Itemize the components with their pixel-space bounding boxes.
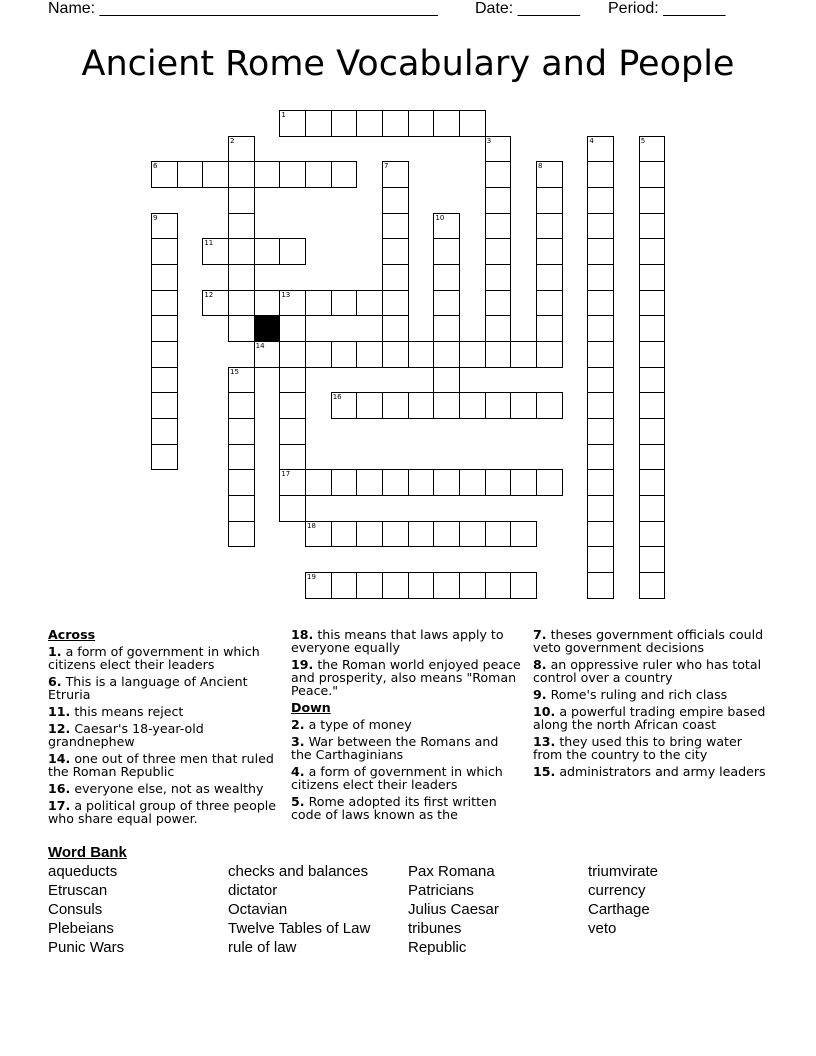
- crossword-cell[interactable]: [408, 521, 435, 548]
- crossword-cell[interactable]: [408, 341, 435, 368]
- crossword-cell[interactable]: [485, 315, 512, 342]
- clue-number: 19: [307, 573, 316, 582]
- crossword-cell[interactable]: [433, 213, 460, 240]
- crossword-cell[interactable]: [536, 187, 563, 214]
- crossword-cell[interactable]: [382, 238, 409, 265]
- clue-down-15: 15. administrators and army leaders: [533, 764, 766, 779]
- crossword-cell[interactable]: [202, 238, 229, 265]
- clue-number: 2: [230, 136, 235, 145]
- crossword-cell[interactable]: [433, 110, 460, 137]
- crossword-cell[interactable]: [433, 341, 460, 368]
- crossword-cell[interactable]: [228, 290, 255, 317]
- crossword-cell[interactable]: [536, 290, 563, 317]
- crossword-cell[interactable]: [433, 315, 460, 342]
- crossword-cell[interactable]: [587, 546, 614, 573]
- crossword-cell[interactable]: [228, 495, 255, 522]
- crossword-cell[interactable]: [433, 521, 460, 548]
- page-title: Ancient Rome Vocabulary and People: [81, 44, 735, 84]
- crossword-cell[interactable]: [485, 264, 512, 291]
- crossword-cell[interactable]: [485, 392, 512, 419]
- crossword-cell[interactable]: [151, 444, 178, 471]
- crossword-cell[interactable]: [382, 341, 409, 368]
- crossword-cell[interactable]: [408, 392, 435, 419]
- crossword-cell[interactable]: [433, 367, 460, 394]
- crossword-cell[interactable]: [151, 367, 178, 394]
- crossword-cell[interactable]: [408, 110, 435, 137]
- crossword-cell[interactable]: [587, 187, 614, 214]
- crossword-cell[interactable]: [382, 392, 409, 419]
- clue-number: 6: [153, 162, 158, 171]
- clue-across-18: 18. this means that laws apply to everyone equally: [291, 627, 504, 655]
- crossword-cell[interactable]: [639, 418, 666, 445]
- crossword-cell[interactable]: [382, 521, 409, 548]
- word-bank-title: Word Bank: [48, 844, 127, 861]
- crossword-cell[interactable]: [382, 213, 409, 240]
- crossword-cell[interactable]: [151, 341, 178, 368]
- crossword-cell[interactable]: [279, 161, 306, 188]
- crossword-cell[interactable]: [228, 213, 255, 240]
- crossword-cell[interactable]: [485, 136, 512, 163]
- crossword-cell[interactable]: [639, 315, 666, 342]
- clue-down-3: 3. War between the Romans and the Carthaginians: [291, 734, 499, 762]
- crossword-cell[interactable]: [331, 521, 358, 548]
- date-field-label[interactable]: Date: _______: [475, 0, 580, 17]
- crossword-cell[interactable]: [433, 264, 460, 291]
- word-bank-item: triumvirate: [588, 863, 659, 880]
- crossword-cell[interactable]: [279, 418, 306, 445]
- crossword-cell[interactable]: [536, 469, 563, 496]
- clue-down-5: 5. Rome adopted its first written code of laws known as the: [291, 794, 497, 822]
- clue-across-19: 19. the Roman world enjoyed peace and prosperity, also means "Roman Peace.": [291, 657, 521, 698]
- clue-number: 10: [435, 213, 445, 222]
- clue-number: 18: [307, 521, 316, 530]
- clue-number: 17: [281, 470, 291, 479]
- crossword-cell[interactable]: [587, 341, 614, 368]
- crossword-cell[interactable]: [459, 469, 486, 496]
- crossword-cell[interactable]: [639, 341, 666, 368]
- crossword-cell[interactable]: [587, 444, 614, 471]
- crossword-cell[interactable]: [459, 341, 486, 368]
- clue-number: 14: [255, 342, 265, 351]
- crossword-cell[interactable]: [382, 315, 409, 342]
- crossword-cell[interactable]: [587, 161, 614, 188]
- crossword-cell[interactable]: [587, 367, 614, 394]
- crossword-cell[interactable]: [536, 213, 563, 240]
- crossword-cell[interactable]: [639, 367, 666, 394]
- crossword-cell[interactable]: [639, 161, 666, 188]
- crossword-cell[interactable]: [254, 161, 281, 188]
- clue-down-10: 10. a powerful trading empire based along the north African coast: [533, 704, 766, 732]
- crossword-cell[interactable]: [331, 110, 358, 137]
- crossword-cell[interactable]: [228, 264, 255, 291]
- crossword-cell[interactable]: [279, 315, 306, 342]
- crossword-cell[interactable]: [305, 572, 332, 599]
- crossword-cell[interactable]: [510, 341, 537, 368]
- crossword-cell[interactable]: [587, 392, 614, 419]
- word-bank-item: Etruscan: [48, 882, 108, 899]
- crossword-black-cell: [254, 315, 281, 342]
- crossword-cell[interactable]: [228, 521, 255, 548]
- crossword-cell[interactable]: [639, 495, 666, 522]
- word-bank-item: Plebeians: [48, 920, 114, 937]
- crossword-cell[interactable]: [639, 213, 666, 240]
- word-bank-item: Consuls: [48, 901, 103, 918]
- crossword-cell[interactable]: [331, 572, 358, 599]
- clue-number: 1: [281, 111, 286, 119]
- crossword-cell[interactable]: [254, 238, 281, 265]
- crossword-cell[interactable]: [536, 341, 563, 368]
- crossword-cell[interactable]: [202, 290, 229, 317]
- crossword-cell[interactable]: [331, 341, 358, 368]
- word-bank-item: tribunes: [408, 920, 462, 937]
- word-bank-item: currency: [588, 882, 646, 899]
- crossword-cell[interactable]: [485, 469, 512, 496]
- crossword-cell[interactable]: [510, 392, 537, 419]
- crossword-cell[interactable]: [459, 572, 486, 599]
- crossword-cell[interactable]: [228, 418, 255, 445]
- clues-column-1: [48, 628, 280, 829]
- crossword-cell[interactable]: [587, 238, 614, 265]
- word-bank-item: veto: [588, 920, 617, 937]
- clue-number: 13: [281, 290, 291, 299]
- crossword-cell[interactable]: [459, 521, 486, 548]
- word-bank-item: Republic: [408, 939, 467, 956]
- crossword-cell[interactable]: [305, 341, 332, 368]
- clue-number: 3: [486, 136, 492, 145]
- word-bank-item: rule of law: [228, 939, 297, 956]
- crossword-cell[interactable]: [151, 418, 178, 445]
- down-heading: Down: [291, 700, 331, 715]
- crossword-cell[interactable]: [279, 341, 306, 368]
- crossword-cell[interactable]: [305, 161, 332, 188]
- clue-down-8: 8. an oppressive ruler who has total control over a country: [533, 657, 762, 685]
- crossword-cell[interactable]: [536, 392, 563, 419]
- crossword-cell[interactable]: [485, 213, 512, 240]
- clue-number: 7: [384, 162, 389, 171]
- crossword-cell[interactable]: [279, 110, 306, 137]
- crossword-cell[interactable]: [587, 469, 614, 496]
- crossword-cell[interactable]: [279, 290, 306, 317]
- crossword-cell[interactable]: [382, 290, 409, 317]
- crossword-cell[interactable]: [151, 290, 178, 317]
- crossword-cell[interactable]: [433, 572, 460, 599]
- crossword-cell[interactable]: [587, 521, 614, 548]
- crossword-cell[interactable]: [639, 264, 666, 291]
- crossword-cell[interactable]: [459, 110, 486, 137]
- crossword-cell[interactable]: [356, 392, 383, 419]
- crossword-cell[interactable]: [485, 341, 512, 368]
- clue-across-12: 12. Caesar's 18-year-old grandnephew: [48, 721, 204, 749]
- crossword-cell[interactable]: [305, 110, 332, 137]
- crossword-cell[interactable]: [279, 444, 306, 471]
- crossword-cell[interactable]: [228, 315, 255, 342]
- crossword-cell[interactable]: [485, 161, 512, 188]
- clue-number: 5: [640, 136, 646, 145]
- clue-number: 8: [538, 162, 543, 171]
- crossword-cell[interactable]: [485, 187, 512, 214]
- crossword-cell[interactable]: [587, 213, 614, 240]
- crossword-cell[interactable]: [382, 572, 409, 599]
- clue-across-1: 1. a form of government in which citizens elect their leaders: [48, 644, 260, 672]
- crossword-cell[interactable]: [639, 187, 666, 214]
- clue-number: 4: [589, 136, 594, 145]
- word-bank-item: dictator: [228, 882, 278, 899]
- crossword-cell[interactable]: [177, 161, 204, 188]
- crossword-cell[interactable]: [433, 290, 460, 317]
- clue-down-7: 7. theses government officials could veto government decisions: [533, 627, 764, 655]
- crossword-cell[interactable]: [536, 264, 563, 291]
- crossword-cell[interactable]: [202, 161, 229, 188]
- crossword-cell[interactable]: [279, 469, 306, 496]
- crossword-cell[interactable]: [639, 521, 666, 548]
- clues-column-3: [533, 628, 773, 782]
- crossword-cell[interactable]: [356, 469, 383, 496]
- clue-number: 15: [230, 367, 239, 376]
- clue-across-14: 14. one out of three men that ruled the Roman Republic: [48, 751, 274, 779]
- crossword-cell[interactable]: [536, 238, 563, 265]
- crossword-cell[interactable]: [228, 444, 255, 471]
- clue-down-4: 4. a form of government in which citizens elect their leaders: [291, 764, 503, 792]
- crossword-cell[interactable]: [228, 136, 255, 163]
- crossword-cell[interactable]: [279, 367, 306, 394]
- crossword-cell[interactable]: [433, 238, 460, 265]
- word-bank-item: Patricians: [408, 882, 474, 899]
- crossword-cell[interactable]: [459, 392, 486, 419]
- word-bank-item: checks and balances: [228, 863, 369, 880]
- crossword-cell[interactable]: [433, 392, 460, 419]
- crossword-cell[interactable]: [356, 521, 383, 548]
- crossword-cell[interactable]: [587, 264, 614, 291]
- clues-column-2: [291, 628, 523, 825]
- clue-number: 9: [153, 213, 158, 222]
- crossword-cell[interactable]: [228, 392, 255, 419]
- crossword-cell[interactable]: [382, 469, 409, 496]
- clue-number: 16: [332, 393, 342, 402]
- crossword-cell[interactable]: [485, 238, 512, 265]
- word-bank-item: Carthage: [588, 901, 650, 918]
- crossword-cell[interactable]: [279, 238, 306, 265]
- crossword-cell[interactable]: [331, 392, 358, 419]
- word-bank-item: Twelve Tables of Law: [228, 920, 371, 937]
- crossword-cell[interactable]: [382, 187, 409, 214]
- crossword-cell[interactable]: [228, 469, 255, 496]
- clue-across-17: 17. a political group of three people who share equal power.: [48, 798, 277, 826]
- crossword-cell[interactable]: [228, 187, 255, 214]
- crossword-cell[interactable]: [151, 392, 178, 419]
- crossword-cell[interactable]: [639, 290, 666, 317]
- clue-across-16: 16. everyone else, not as wealthy: [48, 781, 264, 796]
- crossword-cell[interactable]: [331, 469, 358, 496]
- crossword-cell[interactable]: [254, 341, 281, 368]
- crossword-cell[interactable]: [587, 290, 614, 317]
- crossword-cell[interactable]: [305, 290, 332, 317]
- word-bank-item: Julius Caesar: [408, 901, 499, 918]
- crossword-cell[interactable]: [639, 546, 666, 573]
- crossword-cell[interactable]: [639, 444, 666, 471]
- crossword-cell[interactable]: [279, 495, 306, 522]
- crossword-cell[interactable]: [151, 238, 178, 265]
- crossword-cell[interactable]: [151, 161, 178, 188]
- crossword-cell[interactable]: [639, 136, 666, 163]
- crossword-cell[interactable]: [536, 161, 563, 188]
- crossword-cell[interactable]: [536, 315, 563, 342]
- crossword-cell[interactable]: [305, 469, 332, 496]
- crossword-cell[interactable]: [151, 315, 178, 342]
- crossword-cell[interactable]: [356, 341, 383, 368]
- crossword-cell[interactable]: [305, 521, 332, 548]
- crossword-cell[interactable]: [356, 572, 383, 599]
- crossword-cell[interactable]: [356, 290, 383, 317]
- crossword-cell[interactable]: [331, 290, 358, 317]
- crossword-cell[interactable]: [228, 238, 255, 265]
- crossword-cell[interactable]: [485, 572, 512, 599]
- crossword-cell[interactable]: [510, 469, 537, 496]
- clue-across-6: 6. This is a language of Ancient Etruria: [48, 674, 248, 702]
- crossword-cell[interactable]: [587, 315, 614, 342]
- crossword-cell[interactable]: [151, 264, 178, 291]
- crossword-cell[interactable]: [382, 161, 409, 188]
- crossword-cell[interactable]: [433, 469, 460, 496]
- crossword-cell[interactable]: [587, 572, 614, 599]
- crossword-cell[interactable]: [510, 521, 537, 548]
- crossword-cell[interactable]: [408, 572, 435, 599]
- crossword-cell[interactable]: [408, 469, 435, 496]
- crossword-cell[interactable]: [639, 469, 666, 496]
- crossword-cell[interactable]: [254, 290, 281, 317]
- crossword-cell[interactable]: [382, 264, 409, 291]
- crossword-cell[interactable]: [228, 161, 255, 188]
- crossword-cell[interactable]: [639, 572, 666, 599]
- crossword-cell[interactable]: [485, 290, 512, 317]
- clue-down-9: 9. Rome's ruling and rich class: [533, 687, 728, 702]
- clue-down-13: 13. they used this to bring water from the country to the city: [533, 734, 742, 762]
- crossword-cell[interactable]: [356, 110, 383, 137]
- across-heading: Across: [48, 627, 96, 642]
- crossword-cell[interactable]: [382, 110, 409, 137]
- crossword-cell[interactable]: [485, 521, 512, 548]
- clue-across-11: 11. this means reject: [48, 704, 184, 719]
- word-bank-item: Octavian: [228, 901, 288, 918]
- crossword-cell[interactable]: [587, 495, 614, 522]
- clue-down-2: 2. a type of money: [291, 717, 412, 732]
- name-field-label[interactable]: Name: ______________________________________: [48, 0, 438, 17]
- crossword-cell[interactable]: [331, 161, 358, 188]
- word-bank-item: Pax Romana: [408, 863, 495, 880]
- clue-number: 12: [204, 290, 214, 299]
- clue-number: 11: [204, 239, 214, 248]
- crossword-cell[interactable]: [639, 392, 666, 419]
- crossword-cell[interactable]: [228, 367, 255, 394]
- word-bank-item: aqueducts: [48, 863, 118, 880]
- period-field-label[interactable]: Period: _______: [608, 0, 726, 17]
- crossword-cell[interactable]: [587, 136, 614, 163]
- crossword-cell[interactable]: [510, 572, 537, 599]
- crossword-cell[interactable]: [587, 418, 614, 445]
- crossword-cell[interactable]: [639, 238, 666, 265]
- crossword-cell[interactable]: [151, 213, 178, 240]
- word-bank-item: Punic Wars: [48, 939, 125, 956]
- crossword-cell[interactable]: [279, 392, 306, 419]
